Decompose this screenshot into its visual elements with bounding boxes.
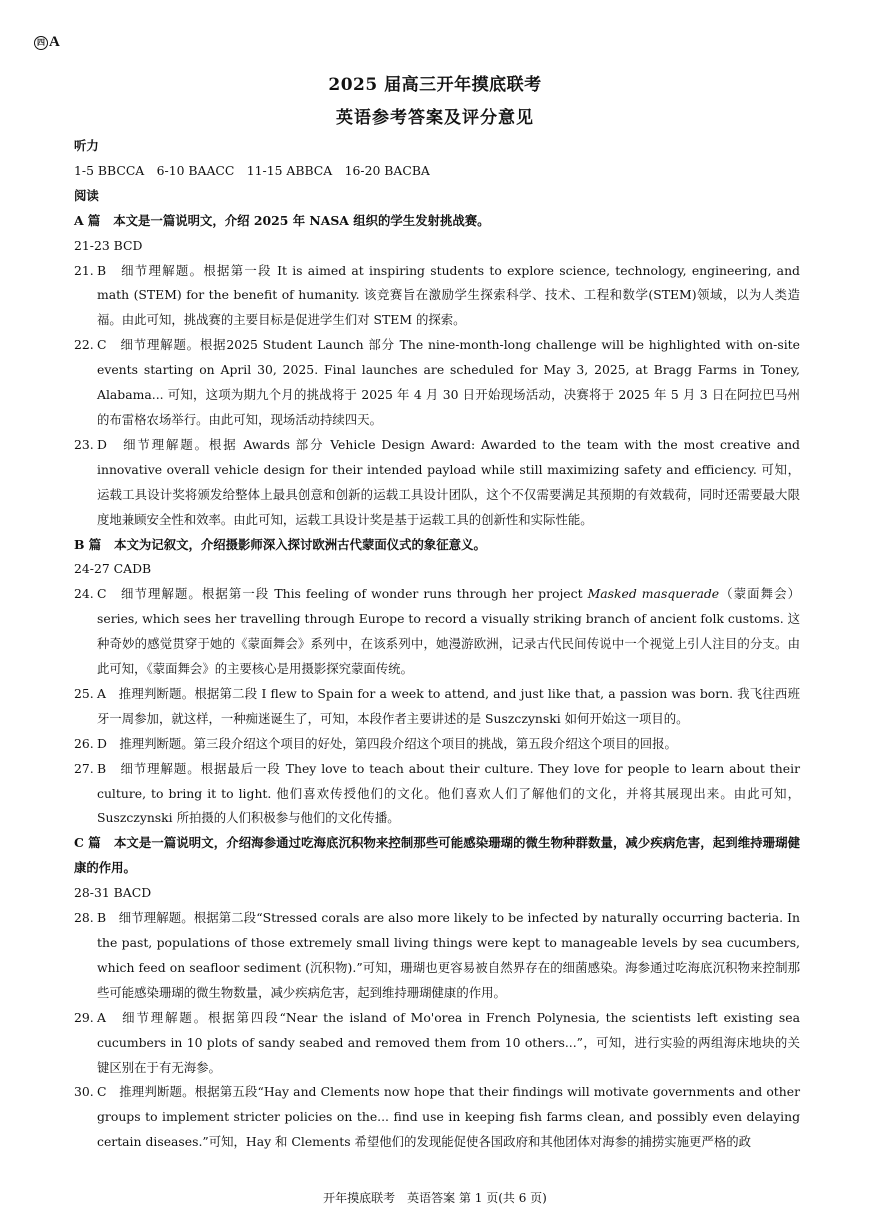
question-number: 26. [74,735,94,751]
question-number: 24. [74,586,94,602]
question-28 [74,906,800,1006]
section-c-answers: 28-31 BACD [74,885,152,901]
paper-version-mark [34,34,60,51]
question-23 [74,433,800,533]
section-label: B 篇 [74,536,102,552]
version-letter: A [49,34,60,50]
question-explanation: A 细节理解题。根据第四段“Near the island of Mo'orea in French Polynesia, the scientists left existing sea cucumbers in 10 plots of sandy seabed and removed them from 10 others...”，可知，进行实验的两组海床地块的关键区别在于有无海参。 [97,1009,800,1075]
question-21 [74,259,800,334]
version-circle-icon: 四 [34,36,48,50]
question-explanation: B 细节理解题。根据第一段 It is aimed at inspiring students to explore science, technology, engineering, and math (STEM) for the benefit of humanity. 该竞赛旨在激励学生探索科学、技术、工程和数学(STEM)领域，以为人类造福。由此可知，挑战赛的主要目标是促进学生们对 STEM 的探索。 [97,262,800,328]
question-explanation: C 细节理解题。根据2025 Student Launch 部分 The nine-month-long challenge will be highlighted with on-site events starting on April 30, 2025. Final launches are scheduled for May 3, 2025, at Bragg Farms in Toney, Alabama... 可知，这项为期九个月的挑战将于 2025 年 4 月 30 日开始现场活动，决赛将于 2025 年 5 月 3 日在阿拉巴马州的布雷格农场举行。由此可知，现场活动持续四天。 [97,337,800,427]
exam-title: 2025 届高三开年摸底联考 [328,75,542,95]
section-summary: 本文为记叙文，介绍摄影师深入探讨欧洲古代蒙面仪式的象征意义。 [114,536,486,552]
question-explanation: D 细节理解题。根据 Awards 部分 Vehicle Design Award: Awarded to the team with the most creative and innovative overall vehicle design for their intended payload while still maximizing safety and efficiency. 可知，运载工具设计奖将颁发给整体上最具创意和创新的运载工具设计团队，这个不仅需要满足其预期的有效载荷，同时还需要最大限度地兼顾安全性和效率。由此可知，运载工具设计奖是基于运载工具的创新性和实际性能。 [97,436,800,527]
explanation-text: C 细节理解题。根据第一段 This feeling of wonder runs through her project [97,586,588,602]
question-26 [74,732,800,757]
section-c-header [74,831,800,881]
question-30 [74,1080,800,1155]
question-explanation: D 推理判断题。第三段介绍这个项目的好处，第四段介绍这个项目的挑战，第五段介绍这个项目的回报。 [97,735,677,751]
question-explanation: C 推理判断题。根据第五段“Hay and Clements now hope that their findings will motivate governments and other groups to implement stricter policies on the... find use in keeping fish farms clean, and possibly even delaying certain diseases.”可知，Hay 和 Clements 希望他们的发现能促使各国政府和其他团体对海参的捕捞实施更严格的政 [97,1084,800,1150]
question-explanation: B 细节理解题。根据最后一段 They love to teach about their culture. They love for people to learn about their culture, to bring it to light. 他们喜欢传授他们的文化。他们喜欢人们了解他们的文化，并将其展现出来。由此可知，Suszczynski 所拍摄的人们积极参与他们的文化传播。 [97,760,800,826]
question-25 [74,682,800,732]
section-label: C 篇 [74,835,101,851]
page-footer: 开年摸底联考 英语答案 第 1 页(共 6 页) [323,1191,547,1205]
listening-heading: 听力 [74,138,99,153]
listening-answers: 1-5 BBCCA 6-10 BAACC 11-15 ABBCA 16-20 BACBA [74,162,430,178]
question-explanation [97,582,800,682]
section-a-header [74,209,800,234]
question-24 [74,582,800,682]
question-number: 25. [74,685,94,701]
question-number: 22. [74,337,94,353]
section-b-header [74,533,800,558]
project-title: Masked masquerade [587,586,720,602]
answer-key-title: 英语参考答案及评分意见 [336,108,534,128]
question-number: 23. [74,436,94,452]
question-number: 28. [74,910,94,926]
section-a-answers: 21-23 BCD [74,237,143,253]
question-explanation: A 推理判断题。根据第二段 I flew to Spain for a week to attend, and just like that, a passion was born. 我飞往西班牙一周参加，就这样，一种痴迷诞生了，可知，本段作者主要讲述的是 Suszczynski 如何开始这一项目的。 [97,685,800,726]
reading-heading: 阅读 [74,187,99,203]
explanation-text: （蒙面舞会）series, which sees her travelling through Europe to record a visually striking branch of ancient folk customs. 这种奇妙的感觉贯穿于她的《蒙面舞会》系列中，在该系列中，她漫游欧洲，记录古代民间传说中一个视觉上引人注目的分支。由此可知，《蒙面舞会》的主要核心是用摄影探究蒙面传统。 [97,586,800,677]
answer-key-body [74,134,800,1155]
question-22 [74,333,800,433]
question-number: 21. [74,262,94,278]
section-summary: 本文是一篇说明文，介绍 2025 年 NASA 组织的学生发射挑战赛。 [113,212,490,228]
question-explanation: B 细节理解题。根据第二段“Stressed corals are also more likely to be infected by naturally occurring bacteria. In the past, populations of those extremely small living things were kept to manageable levels by sea cucumbers, which feed on seafloor sediment (沉积物).”可知，珊瑚也更容易被自然界存在的细菌感染。海参通过吃海底沉积物来控制那些可能感染珊瑚的微生物数量，减少疾病危害，起到维持珊瑚健康的作用。 [97,910,800,1000]
question-number: 30. [74,1084,94,1100]
question-29 [74,1006,800,1081]
section-summary: 本文是一篇说明文，介绍海参通过吃海底沉积物来控制那些可能感染珊瑚的微生物种群数量，减少疾病危害，起到维持珊瑚健康的作用。 [74,835,800,876]
section-label: A 篇 [74,212,101,228]
section-b-answers: 24-27 CADB [74,561,152,577]
question-number: 29. [74,1009,94,1025]
question-number: 27. [74,760,94,776]
question-27 [74,757,800,832]
